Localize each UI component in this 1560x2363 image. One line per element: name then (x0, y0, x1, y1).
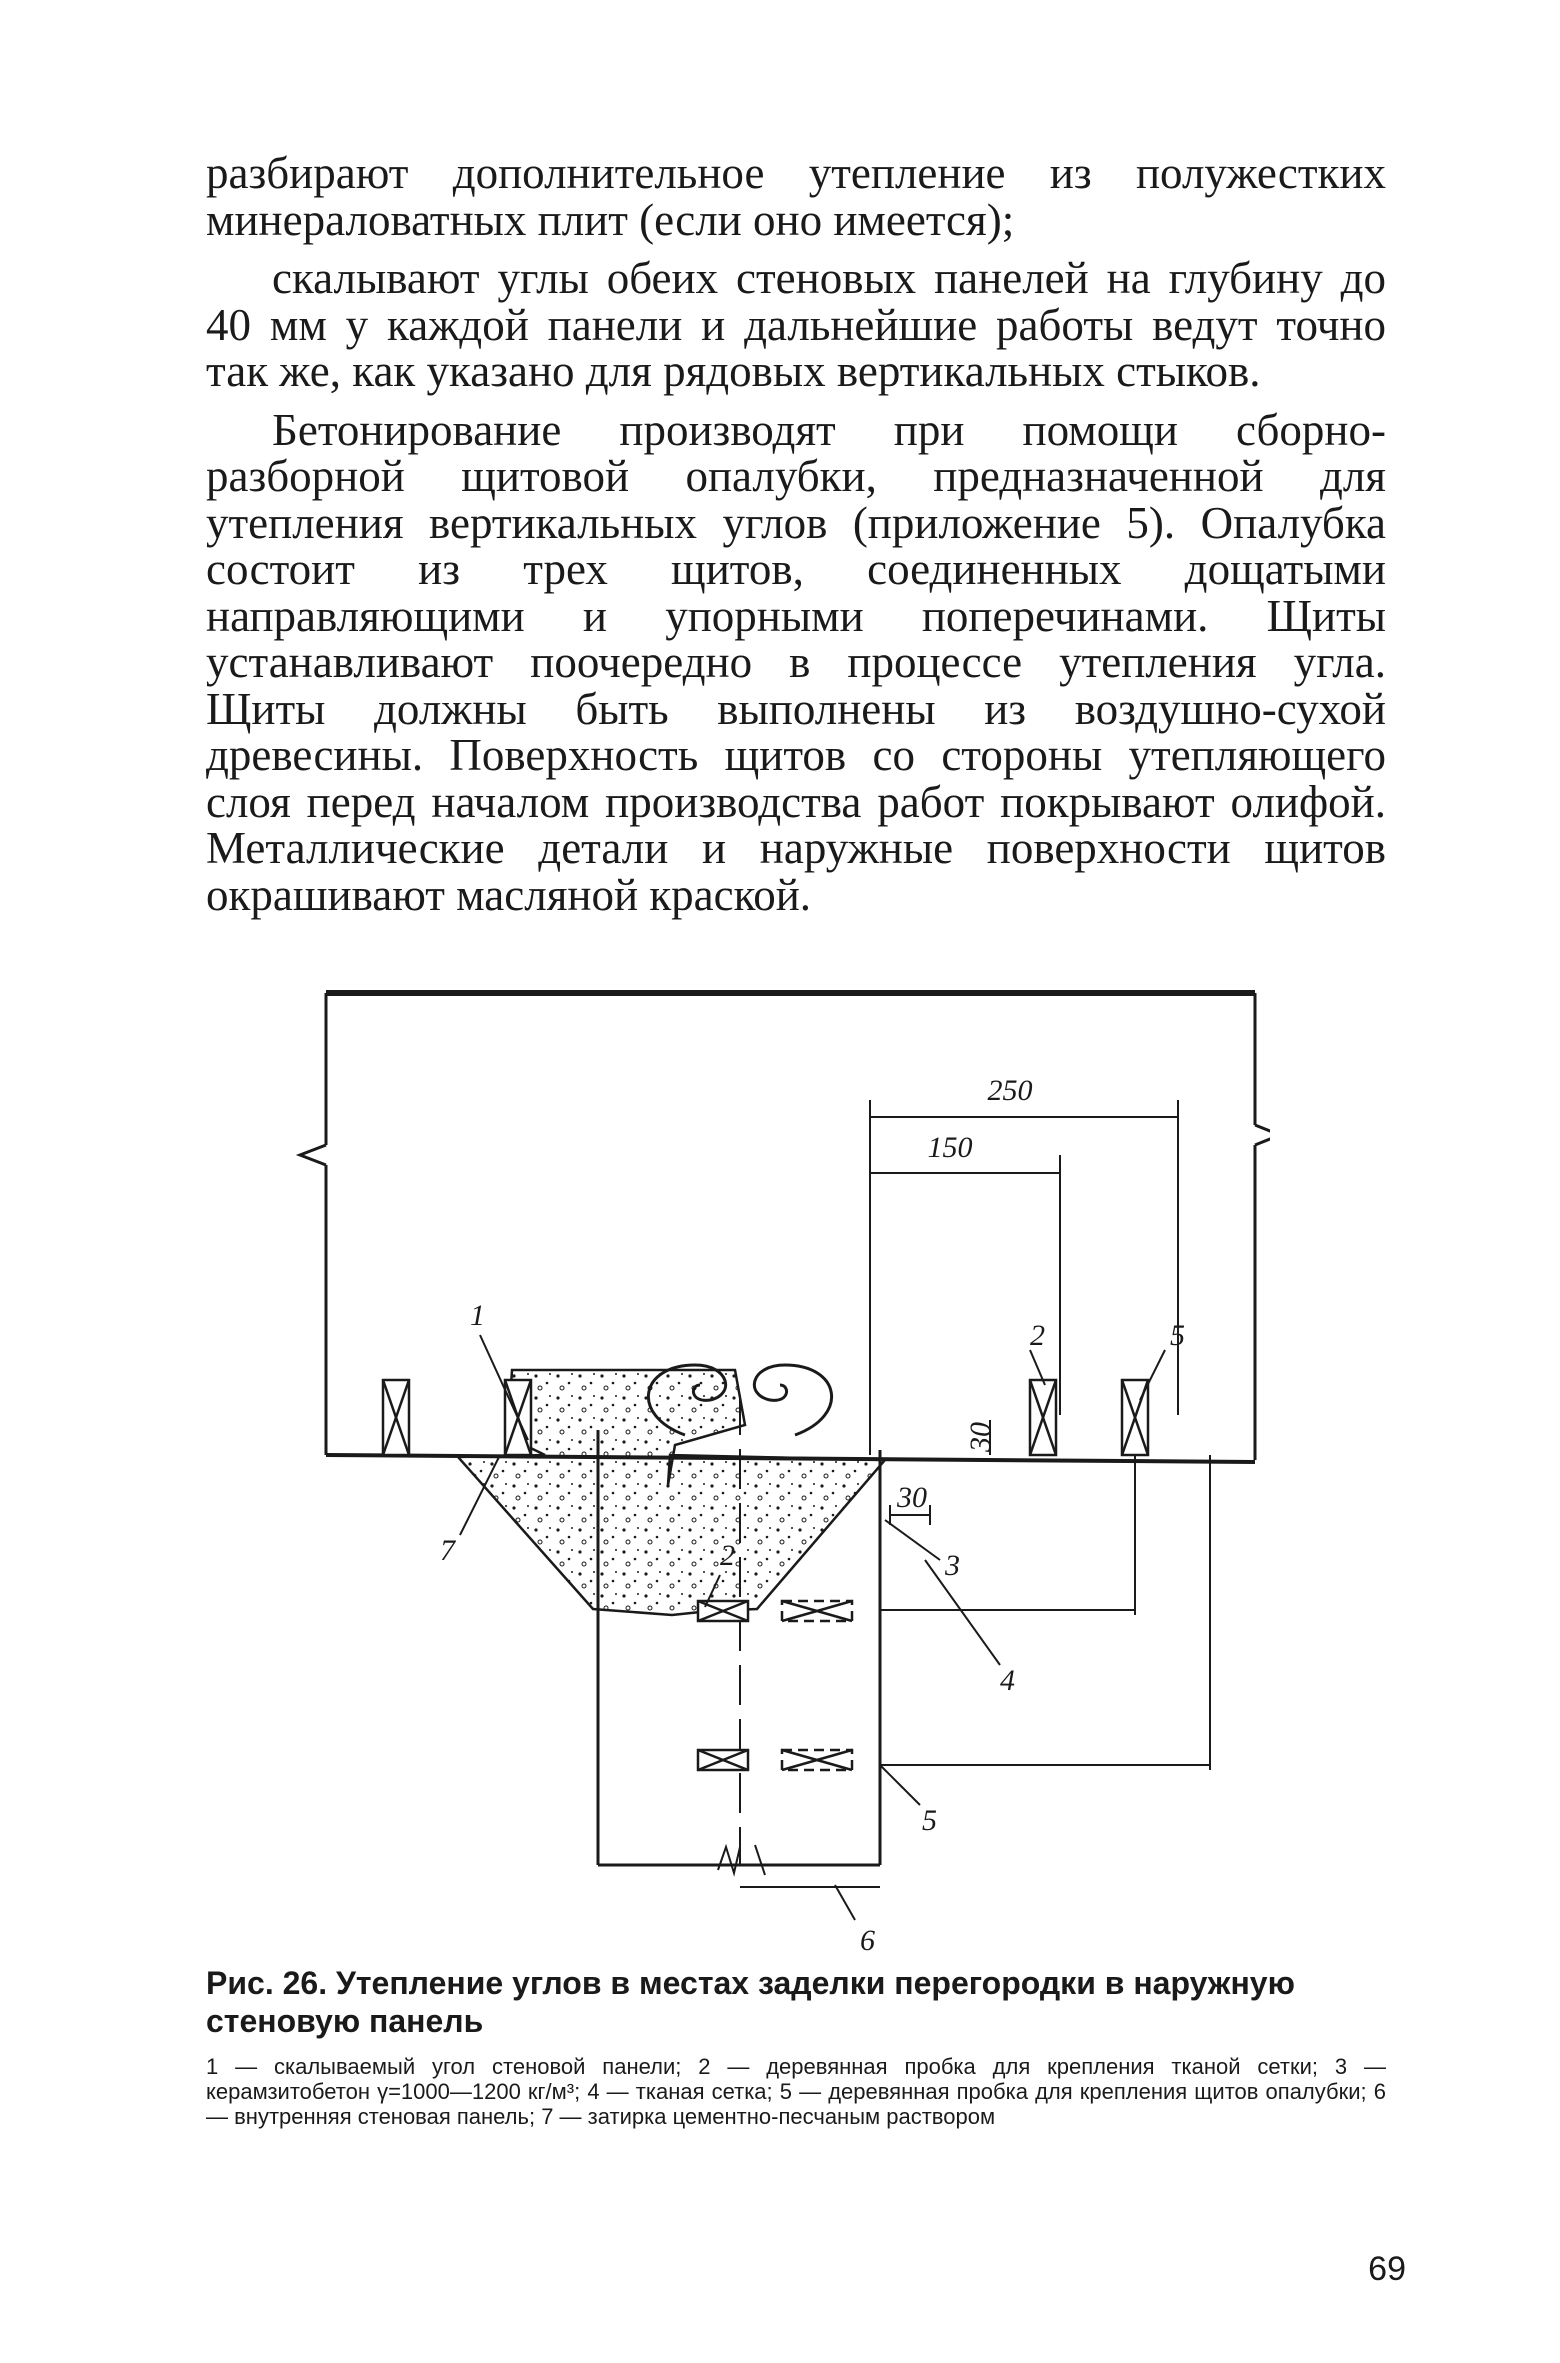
label-2-top: 2 (1030, 1319, 1045, 1352)
figure-caption (206, 1964, 1386, 2129)
dim-30-horizontal: 30 (897, 1481, 927, 1514)
figure-26 (290, 975, 1270, 1955)
dim-30-vertical: 30 (964, 1422, 997, 1452)
label-5-top: 5 (1170, 1319, 1185, 1352)
caption-legend: 1 — скалываемый угол стеновой панели; 2 — деревянная пробка для крепления тканой сетки; 3 — керамзитобетон γ=1000—1200 кг/м³; 4 — тканая сетка; 5 — деревянная пробка для крепления щитов опалубки; 6 — внутренняя стеновая панель; 7 — затирка цементно-песчаным раствором (206, 2054, 1386, 2129)
label-2-bottom: 2 (720, 1539, 735, 1572)
label-7: 7 (440, 1534, 455, 1567)
label-5-bottom: 5 (922, 1804, 937, 1837)
label-1: 1 (470, 1299, 485, 1332)
caption-title: Рис. 26. Утепление углов в местах заделки перегородки в наружную стеновую панель (206, 1965, 1295, 2039)
plug-low-1 (698, 1750, 748, 1770)
dim-150: 150 (927, 1131, 973, 1164)
wall-joint-drawing (290, 975, 1270, 1955)
label-6: 6 (860, 1924, 875, 1955)
label-3: 3 (945, 1549, 960, 1582)
paragraph-1: разбирают дополнительное утепление из полужестких минераловатных плит (если оно имеется); (206, 148, 1386, 245)
paragraph-2: скалывают углы обеих стеновых панелей на глубину до 40 мм у каждой панели и дальнейшие работы ведут точно так же, как указано для рядовых вертикальных стыков. (206, 253, 1386, 396)
dim-250: 250 (987, 1074, 1033, 1107)
body-text (206, 150, 1386, 930)
page-number: 69 (1368, 2250, 1406, 2288)
label-4: 4 (1000, 1664, 1015, 1697)
plug-low-2 (782, 1750, 852, 1770)
plug-right-2 (1030, 1380, 1056, 1455)
plug-mid-2 (782, 1601, 852, 1621)
paragraph-3: Бетонирование производят при помощи сборно-разборной щитовой опалубки, предназначенной для утепления вертикальных углов (приложение 5). Опалубка состоит из трех щитов, соединенных дощатыми направляющими и упорными поперечинами. Щиты устанавливают поочередно в процессе утепления угла. Щиты должны быть выполнены из воздушно-сухой древесины. Поверхность щитов со стороны утепляющего слоя перед началом производства работ покрывают олифой. Металлические детали и наружные поверхности щитов окрашивают масляной краской. (206, 404, 1386, 920)
plug-left-1 (383, 1380, 409, 1455)
